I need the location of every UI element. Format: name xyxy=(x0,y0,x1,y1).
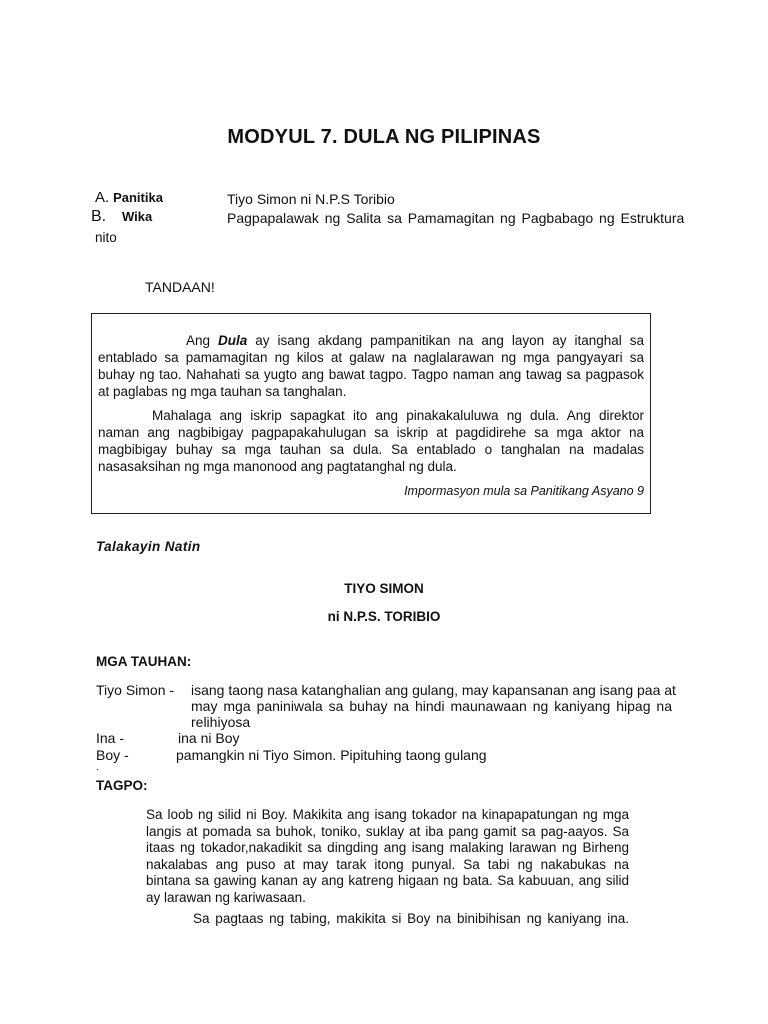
item-b xyxy=(91,208,152,226)
character-tiyo-simon-line1: isang taong nasa katanghalian ang gulang, may kapansanan ang isang paa at xyxy=(191,682,676,698)
tagpo-line-7: Sa pagtaas ng tabing, makikita si Boy na binibihisan ng kaniyang ina. xyxy=(193,911,629,926)
item-b-continuation: nito xyxy=(95,230,117,245)
character-ina-desc: ina ni Boy xyxy=(178,730,240,746)
item-a-label: Panitika xyxy=(113,190,163,205)
item-b-letter: B. xyxy=(91,208,107,225)
box-p2-line3: magbibigay buhay sa mga tauhan sa dula. Sa entablado o tanghalan na madalas xyxy=(98,442,644,457)
item-a-value: Tiyo Simon ni N.P.S Toribio xyxy=(227,191,395,207)
tagpo-line-2: langis at pomada sa buhok, toniko, suklay at iba pang gamit sa pag-aayos. Sa xyxy=(146,823,629,839)
tagpo-heading: TAGPO: xyxy=(96,778,148,793)
tagpo-line-6: ay larawan ng kariwasaan. xyxy=(146,889,306,905)
box-paragraph-1 xyxy=(98,332,644,402)
character-tiyo-simon-line2: may mga paniniwala sa buhay na hindi maunawaan ng kaniyang hipag na xyxy=(191,698,672,714)
tagpo-line-4: nakalabas ang puso at may tarak itong punyal. Sa tabi ng nakabukas na xyxy=(146,856,629,872)
play-author: ni N.P.S. TORIBIO xyxy=(327,609,441,624)
item-a xyxy=(95,189,163,206)
item-b-label: Wika xyxy=(122,209,153,224)
stray-dot: . xyxy=(96,762,99,773)
dula-term: Dula xyxy=(218,333,248,348)
play-title: TIYO SIMON xyxy=(344,581,424,596)
item-a-letter: A. xyxy=(95,189,110,206)
tagpo-paragraph xyxy=(146,806,629,906)
character-tiyo-simon-name: Tiyo Simon - xyxy=(96,682,175,698)
item-b-value: Pagpapalawak ng Salita sa Pamamagitan ng Pagbabago ng Estruktura xyxy=(227,210,685,226)
box-p1-line1: Ang Dula ay isang akdang pampanitikan na ang layon ay itanghal sa xyxy=(186,333,644,348)
box-p2-line2: naman ang nagbibigay pagpapakahulugan sa iskrip at pagdidirehe sa mga aktor na xyxy=(98,425,644,440)
box-p2-line4: nasasaksihan ng mga manonood ang pagtatanghal ng dula. xyxy=(98,459,457,474)
box-p1-line2: entablado sa pamamagitan ng kilos at galaw na naglalarawan ng mga pangyayari sa xyxy=(98,350,644,365)
section-heading-talakayin: Talakayin Natin xyxy=(96,539,201,554)
page-title: MODYUL 7. DULA NG PILIPINAS xyxy=(227,126,541,148)
character-boy-desc: pamangkin ni Tiyo Simon. Pipituhing taong gulang xyxy=(176,747,487,763)
box-paragraph-2 xyxy=(98,407,644,477)
box-p1-line4: at paglabas ng mga tauhan sa tanghalan. xyxy=(98,384,347,399)
tagpo-line-3: itaas ng tokador,nakadikit sa dingding ang isang malaking larawan ng Birheng xyxy=(146,840,629,855)
tandaan-label: TANDAAN! xyxy=(145,279,215,295)
character-tiyo-simon-line3: relihiyosa xyxy=(191,714,251,730)
characters-heading: MGA TAUHAN: xyxy=(96,654,192,669)
box-p1-line3: buhay ng tao. Nahahati sa yugto ang bawat tagpo. Tagpo naman ang tawag sa pagpasok xyxy=(98,367,644,382)
tagpo-line-1: Sa loob ng silid ni Boy. Makikita ang isang tokador na kinapapatungan ng mga xyxy=(146,807,629,822)
box-source: Impormasyon mula sa Panitikang Asyano 9 xyxy=(404,484,644,498)
definition-box xyxy=(91,313,651,514)
character-ina-name: Ina - xyxy=(96,730,125,746)
tagpo-line-5: bintana sa gawing kanan ay ang katreng higaan ng bata. Sa kabuuan, ang silid xyxy=(146,873,629,888)
character-boy-name: Boy - xyxy=(96,747,129,763)
box-p2-line1: Mahalaga ang iskrip sapagkat ito ang pinakakaluluwa ng dula. Ang direktor xyxy=(152,408,644,423)
